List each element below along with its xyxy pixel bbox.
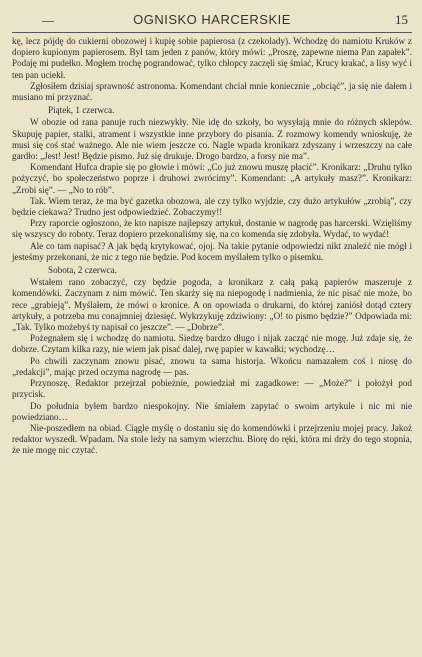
paragraph: Komendant Hufca drapie się po głowie i mówi: „Co już znowu muszę płacić”. Kronikarz: „Druhu tylko pożyczyć, bo społeczeństwo poprze i druhowi zwrócimy”. Komendant: „A artykuły masz?”. Kronikarz: „Zrobi się”. — „No to rób”. (12, 162, 412, 195)
paragraph: Zgłosiłem dzisiaj sprawność astronoma. Komendant chciał mnie koniecznie „obciąć”, ja się nie dałem i musiano mi przyznać. (12, 80, 412, 103)
paragraph: Tak. Wiem teraz, że ma być gazetka obozowa, ale czy tylko wyjdzie, czy dużo artykułów „zrobią”, czy będzie ciekawa? Trudno jest odpowiedzieć. Zobaczymy!! (12, 195, 412, 218)
paragraph: Do południa byłem bardzo niespokojny. Nie śmiałem zapytać o swoim artykule i nic mi nie powiedziano… (12, 400, 412, 422)
page-number: 15 (395, 12, 408, 27)
paragraph: W obozie od rana panuje ruch niezwykły. Nie idę do szkoły, bo wysyłają mnie do różnych sklepów. Skupuję papier, stalki, atrament i wszystkie inne przybory do pisania. Z rozmowy komendy wnioskuję, że musi się coś stać ważnego. Ale nie wiem jeszcze co. Nagle wpada kronikarz zdyszany i wrzeszczy na całe gardło: „Jest! Jest! Będzie pismo. Już się drukuje. Drogo bardzo, a forsy nie ma”. (12, 117, 412, 162)
paragraph: Po chwili zaczynam znowu pisać, znowu ta sama historja. Wkońcu namazałem coś i niosę do „redakcji”, mając przed oczyma nagrodę — pas. (12, 355, 412, 377)
paragraph: Wstałem rano zobaczyć, czy będzie pogoda, a kronikarz z całą paką papierów maszeruje z komendówki. Zaczynam z nim mówić. Ten skarży się na niepogodę i nadmienia, że nic pisać nie może, bo rece „grabieją”. Myślałem, że mówi o kronice. A on opowiada o drukarni, do której zaniósł dotąd cztery artykuły, a potrzeba mu conajmniej dziesięć. Wykrzykuję zdziwiony: „O! to pismo będzie?” Odpowiada mi: „Tak. Tylko możebyś ty napisał co jeszcze”. — „Dobrze”. (12, 277, 412, 333)
paragraph: Pożegnałem się i wchodzę do namiotu. Siedzę bardzo długo i nijak zacząć nie mogę. Już zdaje się, że dobrze. Czytam kilka razy, nie wiem jak pisać dalej, rwę papier w kawałki; wychodzę… (12, 333, 412, 355)
paragraph: Przynoszę. Redaktor przejrzał pobieżnie, powiedział mi zagadkowe: — „Może?” i położył pod przycisk. (12, 378, 412, 400)
paragraph: Nie-poszedłem na obiad. Ciągle myślę o dostaniu się do komendówki i przejrzeniu mojej pracy. Jakoż redaktor wyszedł. Wpadam. Na stole leży na samym wierzchu. Biorę do ręki, która mi drży do tego stopnia, że nie mogę nic czytać. (12, 422, 412, 456)
date-heading: Sobota, 2 czerwca. (48, 265, 117, 276)
paragraph: Przy raporcie ogłoszono, że kto napisze najlepszy artykuł, dostanie w nagrodę pas harcerski. Wzięliśmy się wszyscy do roboty. Teraz dopiero przekonaliśmy się, na co komenda się zdobyła. Wydać, to wydać! (12, 218, 412, 240)
paragraph: kę, lecz pójdę do cukierni obozowej i kupię sobie papierosa (z czekolady). Wchodzę do namiotu Kruków z dopiero kupionym papierosem. Był tam jeden z panów, który mówi: „Proszę, zapewne niema Pan zapałek”. Podaję mi pudełko. Mogłem trochę pograndować, tylko chłopcy zaczęli się śmiać, Krucy krakać, a lisy wyć i ten pan uciekł. (12, 36, 412, 80)
date-heading: Piątek, 1 czerwca. (48, 105, 115, 116)
running-title: OGNISKO HARCERSKIE (133, 12, 291, 27)
paragraph: Ale co tam napisać? A jak będą krytykować, ojoj. Na takie pytanie odpowiedzi nikt znaleźć nie mógł i jesteśmy przekonani, że nic z tego nie będzie. Pod kocem myślałem tylko o pisemku. (12, 240, 412, 262)
page-header (12, 12, 412, 33)
body-text (12, 36, 412, 457)
